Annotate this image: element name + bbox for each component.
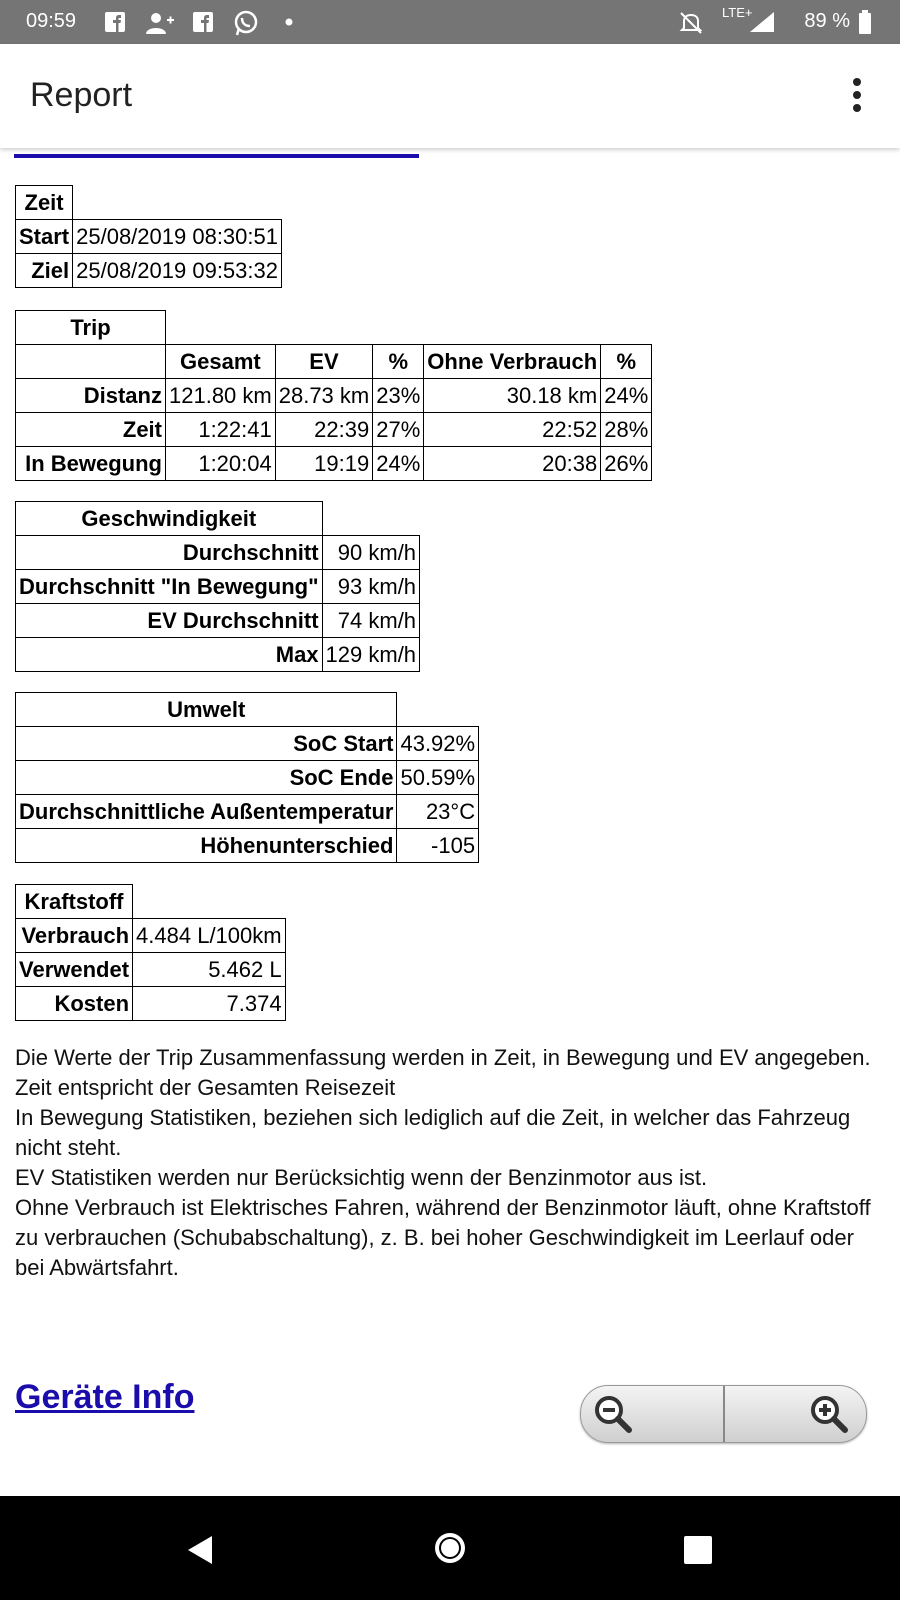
kraftstoff-table bbox=[15, 884, 286, 1021]
trip-cell: 1:20:04 bbox=[166, 447, 276, 481]
table-row bbox=[16, 413, 652, 447]
geschwindigkeit-header: Geschwindigkeit bbox=[16, 502, 323, 536]
description-line: Zeit entspricht der Gesamten Reisezeit bbox=[15, 1075, 396, 1100]
description-line: EV Statistiken werden nur Berücksichtig wenn der Benzinmotor aus ist. bbox=[15, 1165, 708, 1190]
trip-col-ev: EV bbox=[275, 345, 373, 379]
zoom-in-icon[interactable] bbox=[809, 1394, 849, 1434]
umwelt-table bbox=[15, 692, 479, 863]
umwelt-value: -105 bbox=[397, 829, 479, 863]
trip-cell: 26% bbox=[601, 447, 652, 481]
trip-cell: 20:38 bbox=[424, 447, 601, 481]
more-vert-icon[interactable] bbox=[852, 78, 862, 112]
fuel-value: 5.462 L bbox=[133, 953, 286, 987]
kraftstoff-header: Kraftstoff bbox=[16, 885, 133, 919]
table-row bbox=[16, 604, 420, 638]
zoom-out-icon[interactable] bbox=[593, 1394, 633, 1434]
facebook-icon bbox=[192, 11, 214, 33]
zoom-divider bbox=[723, 1386, 725, 1442]
speed-value: 74 km/h bbox=[322, 604, 420, 638]
speed-label: Durchschnitt "In Bewegung" bbox=[16, 570, 323, 604]
recents-icon[interactable] bbox=[684, 1536, 712, 1564]
umwelt-label: SoC Ende bbox=[16, 761, 397, 795]
zeit-start-label: Start bbox=[16, 220, 73, 254]
trip-cell: 22:39 bbox=[275, 413, 373, 447]
trip-cell: 22:52 bbox=[424, 413, 601, 447]
umwelt-value: 50.59% bbox=[397, 761, 479, 795]
trip-col-ev-percent: % bbox=[373, 345, 424, 379]
umwelt-label: Höhenunterschied bbox=[16, 829, 397, 863]
trip-col-ohne-verbrauch: Ohne Verbrauch bbox=[424, 345, 601, 379]
table-row bbox=[16, 638, 420, 672]
table-row bbox=[16, 795, 479, 829]
dot-icon bbox=[284, 17, 294, 27]
zoom-control bbox=[580, 1385, 867, 1443]
fuel-value: 7.374 bbox=[133, 987, 286, 1021]
speed-value: 90 km/h bbox=[322, 536, 420, 570]
description-text bbox=[15, 1043, 885, 1283]
umwelt-label: SoC Start bbox=[16, 727, 397, 761]
add-person-icon bbox=[144, 10, 174, 36]
battery-icon bbox=[858, 10, 872, 34]
trip-col-ohne-percent: % bbox=[601, 345, 652, 379]
table-row bbox=[16, 727, 479, 761]
speed-label: Max bbox=[16, 638, 323, 672]
table-row bbox=[16, 447, 652, 481]
status-time: 09:59 bbox=[26, 10, 77, 32]
trip-header: Trip bbox=[16, 311, 166, 345]
zeit-start-value: 25/08/2019 08:30:51 bbox=[73, 220, 282, 254]
trip-row-label: Zeit bbox=[16, 413, 166, 447]
umwelt-label: Durchschnittliche Außentemperatur bbox=[16, 795, 397, 829]
facebook-icon bbox=[104, 11, 126, 33]
trip-cell: 30.18 km bbox=[424, 379, 601, 413]
table-row bbox=[16, 829, 479, 863]
table-row bbox=[16, 987, 286, 1021]
battery-percent: 89 % bbox=[804, 10, 850, 32]
trip-cell: 1:22:41 bbox=[166, 413, 276, 447]
table-row bbox=[16, 761, 479, 795]
trip-cell: 24% bbox=[373, 447, 424, 481]
trip-cell: 28.73 km bbox=[275, 379, 373, 413]
home-icon[interactable] bbox=[432, 1530, 468, 1566]
trip-empty-cell bbox=[16, 345, 166, 379]
trip-cell: 23% bbox=[373, 379, 424, 413]
table-row bbox=[16, 570, 420, 604]
mute-icon bbox=[678, 10, 704, 36]
page-title: Report bbox=[30, 76, 133, 114]
trip-cell: 19:19 bbox=[275, 447, 373, 481]
speed-value: 93 km/h bbox=[322, 570, 420, 604]
zeit-table bbox=[15, 185, 282, 288]
description-line: Ohne Verbrauch ist Elektrisches Fahren, während der Benzinmotor läuft, ohne Kraftstoff zu verbrauchen (Schubabschaltung), z. B. bei hoher Geschwindigkeit im Leerlauf oder bei Abwärtsfahrt. bbox=[15, 1195, 871, 1280]
trip-row-label: Distanz bbox=[16, 379, 166, 413]
geraete-info-link[interactable]: Geräte Info bbox=[15, 1378, 195, 1416]
trip-table bbox=[15, 310, 652, 481]
back-icon[interactable] bbox=[186, 1534, 214, 1566]
trip-cell: 27% bbox=[373, 413, 424, 447]
report-content[interactable] bbox=[0, 148, 900, 1496]
table-row bbox=[16, 536, 420, 570]
speed-value: 129 km/h bbox=[322, 638, 420, 672]
fuel-label: Verwendet bbox=[16, 953, 133, 987]
umwelt-value: 43.92% bbox=[397, 727, 479, 761]
umwelt-value: 23°C bbox=[397, 795, 479, 829]
navigation-bar bbox=[0, 1496, 900, 1600]
description-line: In Bewegung Statistiken, beziehen sich lediglich auf die Zeit, in welcher das Fahrzeug nicht steht. bbox=[15, 1105, 851, 1160]
speed-label: EV Durchschnitt bbox=[16, 604, 323, 638]
fuel-label: Kosten bbox=[16, 987, 133, 1021]
table-row bbox=[16, 379, 652, 413]
fuel-label: Verbrauch bbox=[16, 919, 133, 953]
network-type: LTE+ bbox=[722, 5, 753, 20]
trip-cell: 121.80 km bbox=[166, 379, 276, 413]
umwelt-header: Umwelt bbox=[16, 693, 397, 727]
whatsapp-icon bbox=[232, 9, 260, 37]
zeit-ziel-value: 25/08/2019 09:53:32 bbox=[73, 254, 282, 288]
trip-row-label: In Bewegung bbox=[16, 447, 166, 481]
speed-label: Durchschnitt bbox=[16, 536, 323, 570]
trip-cell: 24% bbox=[601, 379, 652, 413]
cut-off-link[interactable] bbox=[14, 148, 419, 158]
status-bar bbox=[0, 0, 900, 44]
trip-cell: 28% bbox=[601, 413, 652, 447]
table-row bbox=[16, 953, 286, 987]
zeit-header: Zeit bbox=[16, 186, 73, 220]
trip-col-gesamt: Gesamt bbox=[166, 345, 276, 379]
table-row bbox=[16, 919, 286, 953]
zeit-ziel-label: Ziel bbox=[16, 254, 73, 288]
geschwindigkeit-table bbox=[15, 501, 420, 672]
app-bar bbox=[0, 44, 900, 148]
description-line: Die Werte der Trip Zusammenfassung werden in Zeit, in Bewegung und EV angegeben. bbox=[15, 1045, 871, 1070]
fuel-value: 4.484 L/100km bbox=[133, 919, 286, 953]
signal-icon bbox=[748, 10, 776, 34]
